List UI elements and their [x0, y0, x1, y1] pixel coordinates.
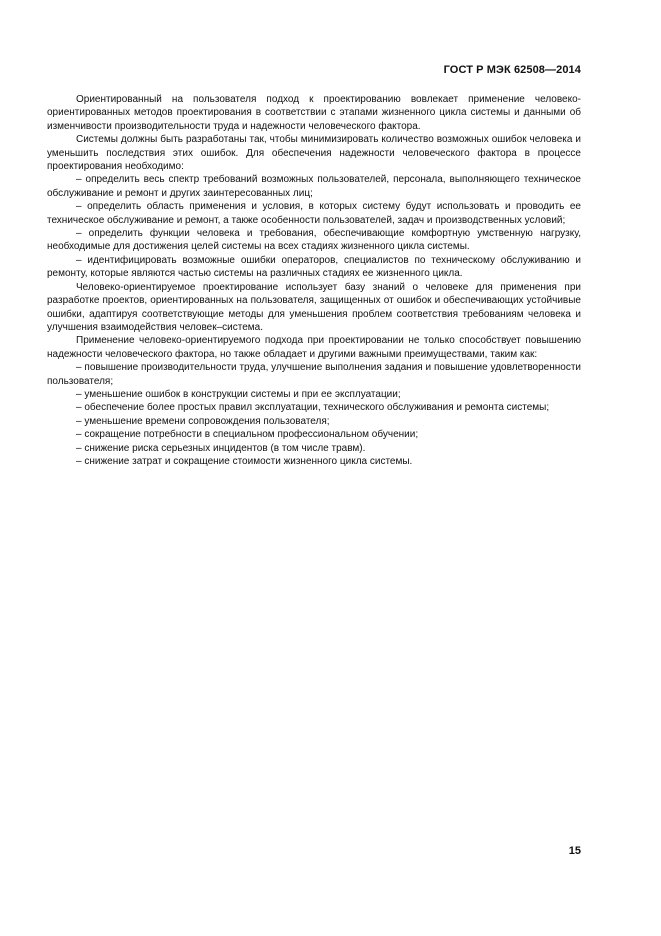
list-item: – обеспечение более простых правил эксплуатации, технического обслуживания и ремонта системы;: [76, 402, 550, 414]
list-item: – определить функции человека и требования, обеспечивающие комфортную умственную нагрузку, необходимые для достижения целей системы на всех стадиях жизненного цикла системы.: [47, 228, 581, 253]
paragraph-requirements: Системы должны быть разработаны так, чтобы минимизировать количество возможных ошибок человека и уменьшить последствия этих ошибок. Для обеспечения надежности человеческого фактора в процессе проектирования необходимо:: [47, 134, 581, 173]
document-header: ГОСТ Р МЭК 62508—2014: [443, 64, 581, 76]
paragraph-hcd: Человеко-ориентируемое проектирование использует базу знаний о человеке для применения при разработке проектов, ориентированных на пользователя, защищенных от ошибок и обеспечивающих устойчивые ошибки, адаптируя соответствующие методы для уменьшения проблем соответствия требованиям человека и улучшения взаимодействия человек–система.: [47, 281, 581, 333]
paragraph-intro: Ориентированный на пользователя подход к проектированию вовлекает применение человеко-ориентированных методов проектирования в соответствии с этапами жизненного цикла системы и данными об изменчивости производительности труда и надежности человеческого фактора.: [47, 94, 581, 132]
list-item: – уменьшение времени сопровождения пользователя;: [76, 415, 330, 427]
paragraph-benefits: Применение человеко-ориентируемого подхода при проектировании не только способствует повышению надежности человеческого фактора, но также обладает и другими важными преимуществами, таким как:: [47, 335, 581, 360]
list-item: – сокращение потребности в специальном профессиональном обучении;: [76, 429, 419, 441]
list-item: – определить область применения и условия, в которых систему будут использовать и проводить ее техническое обслуживание и ремонт, а также особенности пользователей, задач и производственных условий;: [47, 201, 581, 226]
list-item: – повышение производительности труда, улучшение выполнения задания и повышение удовлетворенности пользователя;: [47, 362, 581, 387]
list-item: – снижение затрат и сокращение стоимости жизненного цикла системы.: [76, 455, 413, 467]
list-item: – идентифицировать возможные ошибки операторов, специалистов по техническому обслуживанию и ремонту, которые являются частью системы на различных стадиях ее жизненного цикла.: [47, 254, 581, 280]
page-number: 15: [568, 845, 581, 857]
body-text: [47, 93, 581, 468]
list-item: – уменьшение ошибок в конструкции системы и при ее эксплуатации;: [76, 388, 401, 400]
list-item: – снижение риска серьезных инцидентов (в том числе травм).: [76, 442, 366, 454]
list-item: – определить весь спектр требований возможных пользователей, персонала, выполняющего техническое обслуживание и ремонт и других заинтересованных лиц;: [47, 174, 581, 199]
